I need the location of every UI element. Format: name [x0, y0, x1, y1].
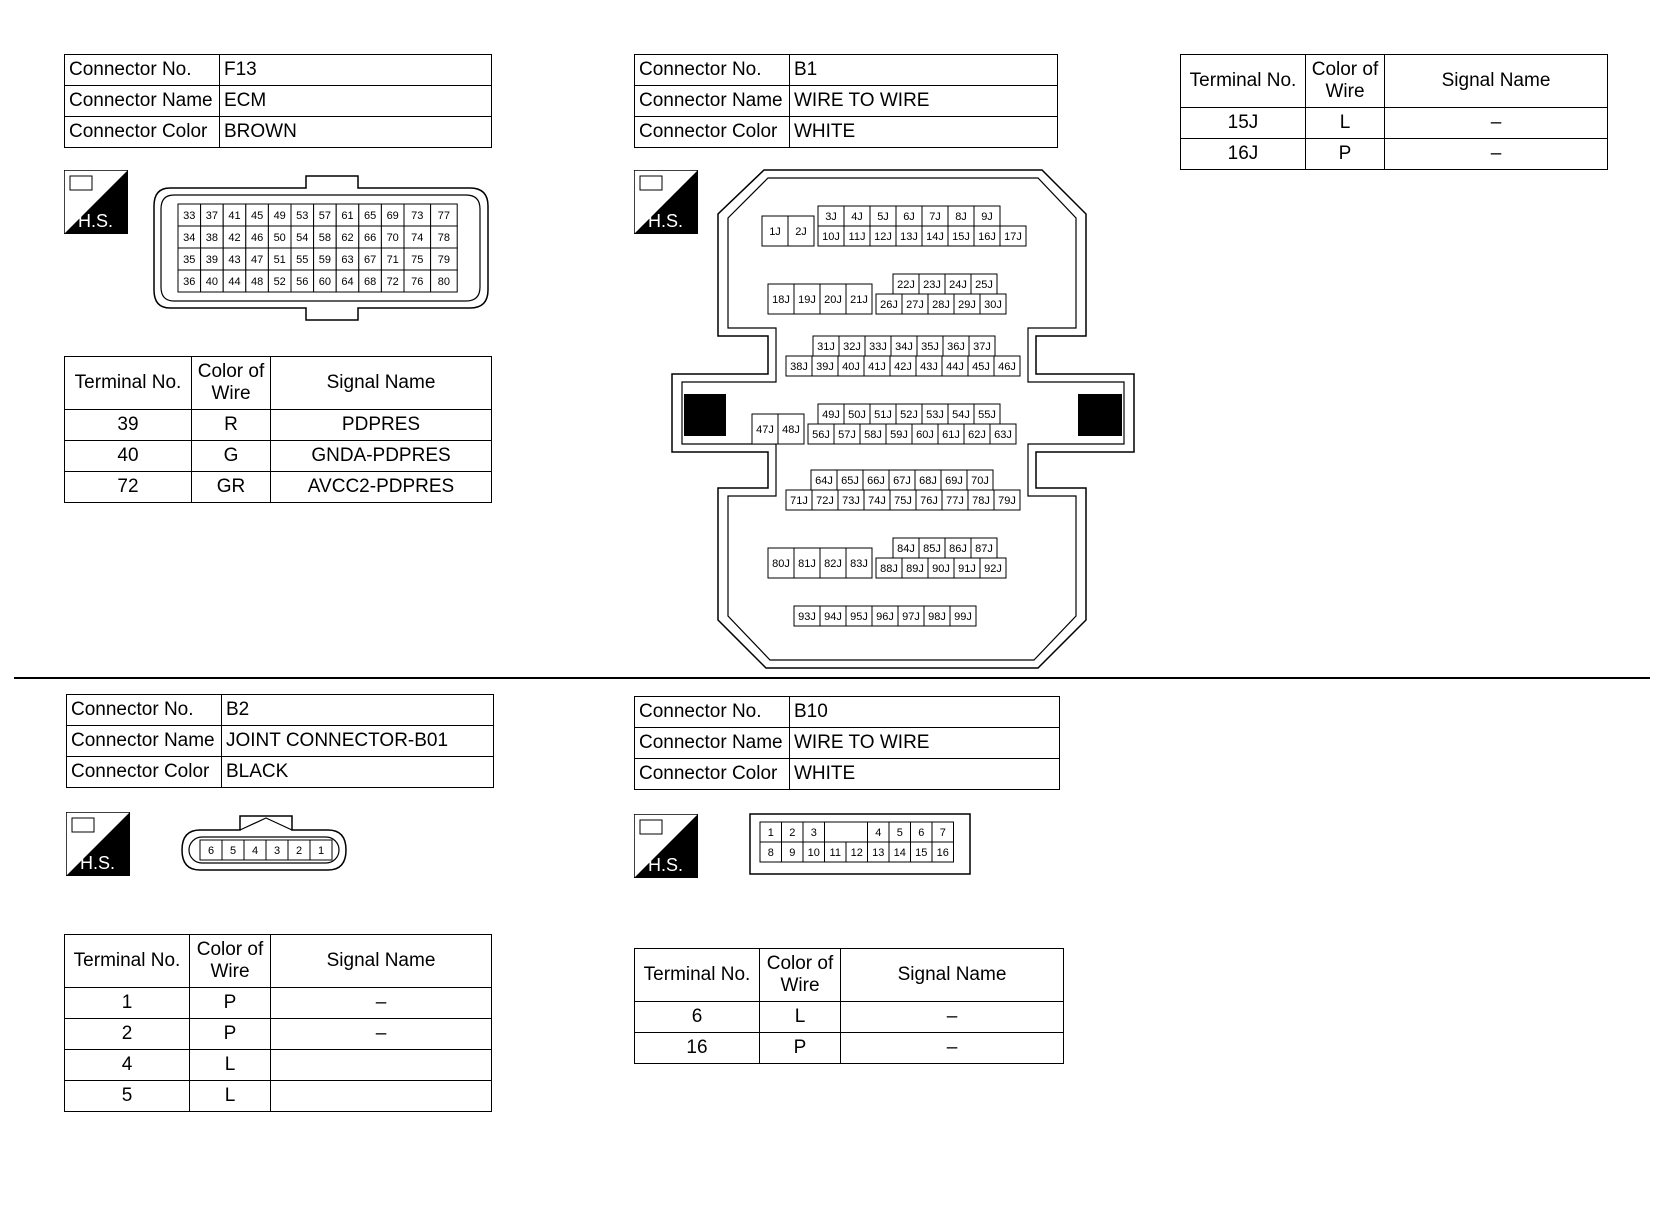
pin-label: 53: [296, 210, 309, 222]
pin-label: 23J: [923, 279, 941, 291]
table-row: 16J P –: [1181, 139, 1608, 170]
pin-label: 16: [936, 847, 949, 859]
connector-color-label: Connector Color: [635, 759, 790, 790]
connector-name-value: JOINT CONNECTOR-B01: [222, 726, 494, 757]
svg-text:H.S.: H.S.: [648, 855, 684, 875]
pin-label: 6: [918, 827, 925, 839]
pin-label: 62: [341, 232, 354, 244]
pin-label: 77: [437, 210, 451, 222]
pin-label: 45: [250, 210, 264, 222]
pin-label: 42J: [894, 361, 912, 373]
wire-color-header: Color of Wire: [192, 357, 271, 410]
b10-connector-info-table: [634, 696, 1060, 790]
signal-name-header: Signal Name: [841, 949, 1064, 1002]
pin-label: 7: [939, 827, 946, 839]
pin-label: 65J: [841, 475, 859, 487]
connector-no-label: Connector No.: [635, 697, 790, 728]
pin-label: 1J: [769, 226, 781, 238]
signal-name-header: Signal Name: [1385, 55, 1608, 108]
pin-label: 12: [850, 847, 863, 859]
pin-label: 98J: [928, 611, 946, 623]
pin-label: 90J: [932, 563, 950, 575]
pin-label: 8: [767, 847, 774, 859]
pin-label: 94J: [824, 611, 842, 623]
pin-label: 26J: [880, 299, 898, 311]
b2-pin-row: [200, 840, 332, 860]
pin-label: 37J: [973, 341, 991, 353]
table-row: 40 G GNDA-PDPRES: [65, 441, 492, 472]
pin-label: 83J: [850, 558, 868, 570]
pin-label: 75: [411, 254, 424, 266]
pin-label: 76J: [920, 495, 938, 507]
pin-label: 61J: [942, 429, 960, 441]
pin-label: 33: [183, 210, 196, 222]
connector-color-value: BROWN: [220, 117, 492, 148]
pin-label: 59J: [890, 429, 908, 441]
pin-label: 4J: [851, 211, 863, 223]
connector-name-label: Connector Name: [635, 728, 790, 759]
pin-label: 3J: [825, 211, 837, 223]
connector-name-label: Connector Name: [635, 86, 790, 117]
pin-label: 17J: [1004, 231, 1022, 243]
pin-label: 64: [341, 276, 354, 288]
pin-label: 15J: [952, 231, 970, 243]
b2-connector-face: [180, 812, 350, 876]
pin-label: 37: [205, 210, 219, 222]
pin-label: 51: [273, 254, 286, 266]
pin-label: 71J: [790, 495, 808, 507]
pin-label: 71: [386, 254, 399, 266]
pin-label: 93J: [798, 611, 816, 623]
pin-label: 3: [273, 845, 281, 857]
pin-label: 68J: [919, 475, 937, 487]
pin-label: 9J: [981, 211, 993, 223]
b1-terminal-table: [1180, 54, 1608, 170]
pin-label: 35J: [921, 341, 939, 353]
pin-label: 25J: [975, 279, 993, 291]
harness-side-icon: [634, 814, 698, 878]
pin-label: 70J: [971, 475, 989, 487]
pin-label: 69J: [945, 475, 963, 487]
pin-label: 81J: [798, 558, 816, 570]
pin-label: 88J: [880, 563, 898, 575]
pin-label: 99J: [954, 611, 972, 623]
connector-no-value: B10: [790, 697, 1060, 728]
pin-label: 13J: [900, 231, 918, 243]
pin-label: 55J: [978, 409, 996, 421]
pin-label: 47: [250, 254, 264, 266]
pin-label: 35: [183, 254, 196, 266]
pin-label: 58J: [864, 429, 882, 441]
terminal-no-header: Terminal No.: [65, 935, 190, 988]
pin-label: 72: [386, 276, 399, 288]
pin-label: 57J: [838, 429, 856, 441]
pin-label: 31J: [817, 341, 835, 353]
pin-label: 63J: [994, 429, 1012, 441]
table-row: 1 P –: [65, 988, 492, 1019]
pin-label: 59: [318, 254, 332, 266]
connector-name-label: Connector Name: [65, 86, 220, 117]
pin-label: 57: [318, 210, 332, 222]
pin-label: 61: [341, 210, 354, 222]
pin-label: 16J: [978, 231, 996, 243]
table-row: 6 L –: [635, 1002, 1064, 1033]
pin-label: 15: [915, 847, 928, 859]
pin-label: 46J: [998, 361, 1016, 373]
connector-name-label: Connector Name: [67, 726, 222, 757]
pin-label: 66: [363, 232, 377, 244]
f13-connector-face: [150, 168, 495, 328]
svg-text:H.S.: H.S.: [80, 853, 116, 873]
pin-label: 13: [872, 847, 885, 859]
pin-label: 10: [807, 847, 820, 859]
pin-label: 29J: [958, 299, 976, 311]
pin-label: 70: [386, 232, 399, 244]
table-row: 15J L –: [1181, 108, 1608, 139]
pin-label: 40J: [842, 361, 860, 373]
pin-label: 11: [829, 847, 841, 859]
pin-label: 76: [411, 276, 424, 288]
pin-label: 84J: [897, 543, 915, 555]
pin-label: 74J: [868, 495, 886, 507]
pin-label: 47J: [756, 424, 774, 436]
latch-block-left: [684, 394, 726, 436]
pin-label: 5: [896, 827, 903, 839]
f13-connector-info-table: [64, 54, 492, 148]
pin-label: 38: [205, 232, 219, 244]
pin-label: 24J: [949, 279, 967, 291]
pin-label: 63: [341, 254, 354, 266]
latch-block-right: [1078, 394, 1122, 436]
b10-pin-grid: [760, 822, 954, 862]
pin-label: 56J: [812, 429, 830, 441]
pin-label: 11J: [848, 231, 866, 243]
pin-label: 80J: [772, 558, 790, 570]
b1-connector-info-table: [634, 54, 1058, 148]
pin-label: 49J: [822, 409, 840, 421]
connector-name-value: WIRE TO WIRE: [790, 86, 1058, 117]
pin-label: 1: [317, 845, 325, 857]
pin-label: 54J: [952, 409, 970, 421]
pin-label: 96J: [876, 611, 894, 623]
pin-label: 79: [437, 254, 451, 266]
pin-label: 73: [411, 210, 424, 222]
harness-side-icon: [66, 812, 130, 876]
pin-label: 2: [295, 845, 303, 857]
table-row: 4 L: [65, 1050, 492, 1081]
pin-label: 50J: [848, 409, 866, 421]
pin-label: 4: [251, 845, 259, 857]
pin-label: 73J: [842, 495, 860, 507]
pin-label: 46: [250, 232, 264, 244]
pin-label: 12J: [874, 231, 892, 243]
pin-label: 44: [228, 276, 241, 288]
b10-connector-face: [748, 812, 974, 876]
pin-label: 40: [205, 276, 219, 288]
connector-color-value: WHITE: [790, 759, 1060, 790]
pin-label: 2J: [795, 226, 807, 238]
signal-name-header: Signal Name: [271, 935, 492, 988]
pin-label: 3: [810, 827, 817, 839]
pin-label: 89J: [906, 563, 924, 575]
pin-label: 42: [228, 232, 241, 244]
pin-label: 69: [386, 210, 399, 222]
pin-label: 60: [318, 276, 332, 288]
connector-no-value: B1: [790, 55, 1058, 86]
pin-label: 18J: [772, 294, 790, 306]
wire-color-header: Color of Wire: [190, 935, 271, 988]
pin-label: 36J: [947, 341, 965, 353]
pin-label: 30J: [984, 299, 1002, 311]
pin-label: 72J: [816, 495, 834, 507]
pin-label: 14J: [926, 231, 944, 243]
table-row: 16 P –: [635, 1033, 1064, 1064]
f13-pin-grid: [178, 204, 457, 292]
pin-label: 39: [205, 254, 219, 266]
pin-label: 78: [437, 232, 451, 244]
pin-label: 43: [228, 254, 241, 266]
pin-label: 39J: [816, 361, 834, 373]
connector-color-label: Connector Color: [67, 757, 222, 788]
table-row: 72 GR AVCC2-PDPRES: [65, 472, 492, 503]
pin-label: 80: [437, 276, 451, 288]
pin-label: 75J: [894, 495, 912, 507]
pin-label: 92J: [984, 563, 1002, 575]
pin-label: 41: [228, 210, 241, 222]
pin-label: 22J: [897, 279, 915, 291]
pin-label: 19J: [798, 294, 816, 306]
connector-no-label: Connector No.: [67, 695, 222, 726]
pin-label: 6J: [903, 211, 915, 223]
terminal-no-header: Terminal No.: [65, 357, 192, 410]
pin-label: 1: [767, 827, 774, 839]
wire-color-header: Color of Wire: [760, 949, 841, 1002]
pin-label: 32J: [843, 341, 861, 353]
pin-label: 97J: [902, 611, 920, 623]
pin-label: 20J: [824, 294, 842, 306]
pin-label: 36: [183, 276, 196, 288]
connector-name-value: WIRE TO WIRE: [790, 728, 1060, 759]
pin-label: 51J: [874, 409, 892, 421]
section-divider: [14, 677, 1650, 679]
pin-label: 27J: [906, 299, 924, 311]
connector-color-value: BLACK: [222, 757, 494, 788]
pin-label: 82J: [824, 558, 842, 570]
pin-label: 68: [363, 276, 377, 288]
pin-label: 48: [250, 276, 264, 288]
b10-terminal-table: [634, 948, 1064, 1064]
table-row: 5 L: [65, 1081, 492, 1112]
pin-label: 62J: [968, 429, 986, 441]
pin-label: 55: [296, 254, 309, 266]
connector-color-label: Connector Color: [65, 117, 220, 148]
pin-label: 2: [789, 827, 796, 839]
pin-label: 77J: [946, 495, 964, 507]
f13-terminal-table: [64, 356, 492, 503]
svg-text:H.S.: H.S.: [648, 211, 684, 231]
connector-color-value: WHITE: [790, 117, 1058, 148]
pin-label: 44J: [946, 361, 964, 373]
pin-label: 86J: [949, 543, 967, 555]
pin-label: 48J: [782, 424, 800, 436]
signal-name-header: Signal Name: [271, 357, 492, 410]
pin-label: 6: [207, 845, 215, 857]
pin-label: 10J: [822, 231, 840, 243]
pin-label: 74: [411, 232, 424, 244]
pin-label: 34J: [895, 341, 913, 353]
pin-label: 52: [273, 276, 286, 288]
pin-label: 53J: [926, 409, 944, 421]
pin-label: 43J: [920, 361, 938, 373]
pin-label: 5J: [877, 211, 889, 223]
connector-no-label: Connector No.: [635, 55, 790, 86]
connector-name-value: ECM: [220, 86, 492, 117]
pin-label: 58: [318, 232, 332, 244]
wire-color-header: Color of Wire: [1306, 55, 1385, 108]
pin-label: 50: [273, 232, 286, 244]
pin-label: 79J: [998, 495, 1016, 507]
connector-no-value: F13: [220, 55, 492, 86]
pin-label: 9: [789, 847, 796, 859]
pin-label: 52J: [900, 409, 918, 421]
pin-label: 67J: [893, 475, 911, 487]
pin-label: 33J: [869, 341, 887, 353]
harness-side-icon: [64, 170, 128, 234]
pin-cell: [825, 822, 868, 842]
b1-connector-face: [668, 166, 1138, 672]
pin-label: 49: [273, 210, 286, 222]
pin-label: 91J: [958, 563, 976, 575]
pin-label: 65: [363, 210, 377, 222]
pin-label: 28J: [932, 299, 950, 311]
pin-label: 56: [296, 276, 309, 288]
pin-label: 54: [296, 232, 309, 244]
table-row: 2 P –: [65, 1019, 492, 1050]
pin-label: 14: [893, 847, 906, 859]
terminal-no-header: Terminal No.: [1181, 55, 1306, 108]
pin-label: 45J: [972, 361, 990, 373]
pin-label: 34: [183, 232, 196, 244]
pin-label: 66J: [867, 475, 885, 487]
b2-terminal-table: [64, 934, 492, 1112]
pin-label: 95J: [850, 611, 868, 623]
pin-label: 41J: [868, 361, 886, 373]
pin-label: 21J: [850, 294, 868, 306]
connector-color-label: Connector Color: [635, 117, 790, 148]
pin-label: 64J: [815, 475, 833, 487]
pin-label: 4: [875, 827, 882, 839]
pin-label: 87J: [975, 543, 993, 555]
pin-label: 8J: [955, 211, 967, 223]
pin-label: 85J: [923, 543, 941, 555]
hs-label: H.S.: [78, 211, 114, 231]
terminal-no-header: Terminal No.: [635, 949, 760, 1002]
b2-connector-info-table: [66, 694, 494, 788]
pin-label: 78J: [972, 495, 990, 507]
connector-no-value: B2: [222, 695, 494, 726]
pin-label: 60J: [916, 429, 934, 441]
table-row: 39 R PDPRES: [65, 410, 492, 441]
connector-no-label: Connector No.: [65, 55, 220, 86]
pin-label: 5: [229, 845, 237, 857]
pin-label: 38J: [790, 361, 808, 373]
pin-label: 7J: [929, 211, 941, 223]
pin-label: 67: [363, 254, 377, 266]
